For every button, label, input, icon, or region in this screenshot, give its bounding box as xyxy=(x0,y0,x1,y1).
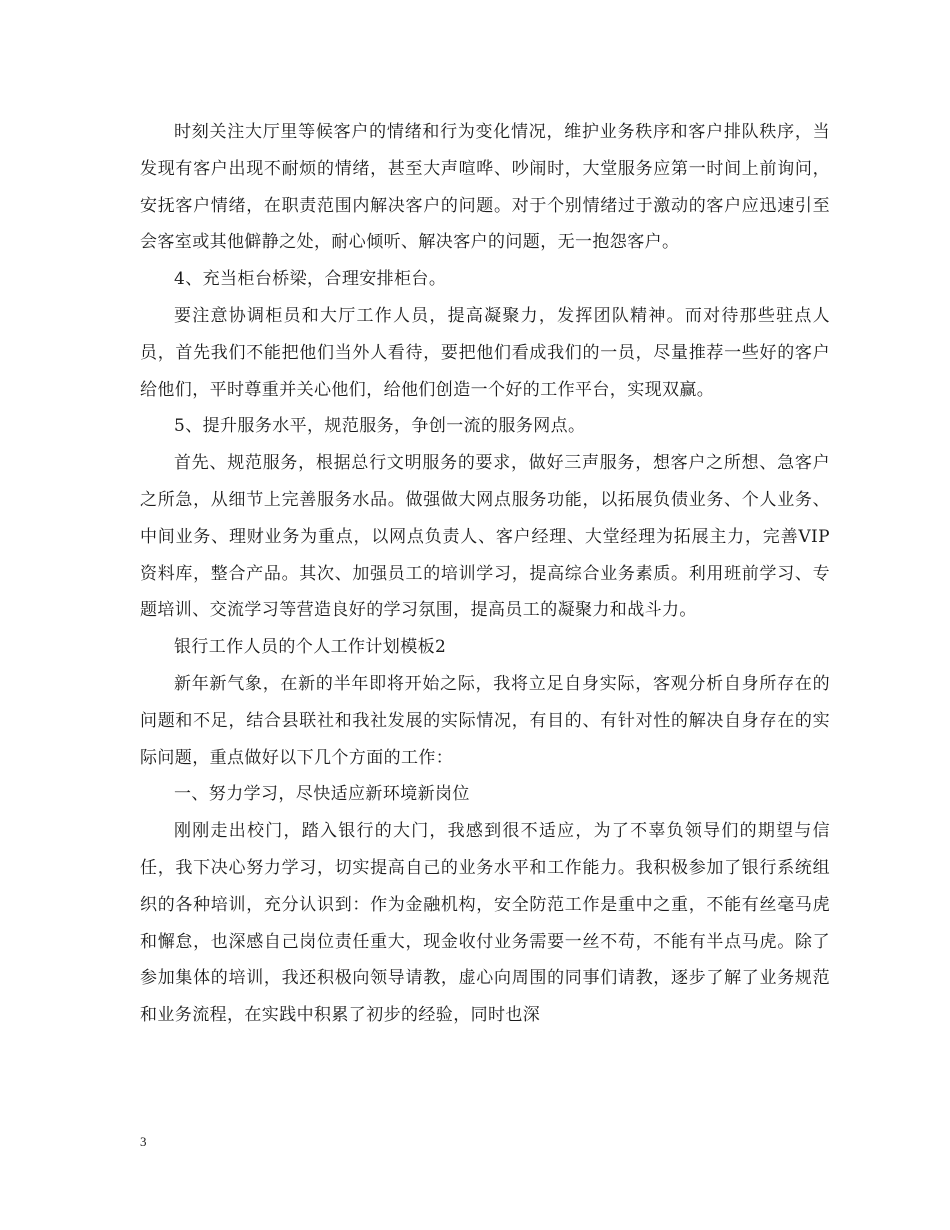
section-heading: 一、努力学习，尽快适应新环境新岗位 xyxy=(174,784,470,805)
document-body xyxy=(140,114,830,1034)
paragraph: 首先、规范服务，根据总行文明服务的要求，做好三声服务，想客户之所想、急客户之所急，从细节上完善服务水品。做强做大网点服务功能，以拓展负债业务、个人业务、中间业务、理财业务为重点，以网点负责人、客户经理、大堂经理为拓展主力，完善VIP资料库，整合产品。其次、加强员工的培训学习，提高综合业务素质。利用班前学习、专题培训、交流学习等营造良好的学习氛围，提高员工的凝聚力和战斗力。 xyxy=(140,453,830,621)
section-heading: 4、充当柜台桥梁，合理安排柜台。 xyxy=(174,269,447,290)
paragraph: 时刻关注大厅里等候客户的情绪和行为变化情况，维护业务秩序和客户排队秩序，当发现有客户出现不耐烦的情绪，甚至大声喧哗、吵闹时，大堂服务应第一时间上前询问，安抚客户情绪，在职责范围内解决客户的问题。对于个别情绪过于激动的客户应迅速引至会客室或其他僻静之处，耐心倾听、解决客户的问题，无一抱怨客户。 xyxy=(140,122,830,253)
page-number: 3 xyxy=(140,1134,147,1149)
paragraph: 要注意协调柜员和大厅工作人员，提高凝聚力，发挥团队精神。而对待那些驻点人员，首先我们不能把他们当外人看待，要把他们看成我们的一员，尽量推荐一些好的客户给他们，平时尊重并关心他们，给他们创造一个好的工作平台，实现双赢。 xyxy=(140,305,830,400)
section-heading: 5、提升服务水平，规范服务，争创一流的服务网点。 xyxy=(174,416,586,437)
paragraph: 新年新气象，在新的半年即将开始之际，我将立足自身实际，客观分析自身所存在的问题和不足，结合县联社和我社发展的实际情况，有目的、有针对性的解决自身存在的实际问题，重点做好以下几个方面的工作： xyxy=(140,673,830,768)
document-title: 银行工作人员的个人工作计划模板2 xyxy=(174,637,447,658)
paragraph: 刚刚走出校门，踏入银行的大门，我感到很不适应，为了不辜负领导们的期望与信任，我下决心努力学习，切实提高自己的业务水平和工作能力。我积极参加了银行系统组织的各种培训，充分认识到：作为金融机构，安全防范工作是重中之重，不能有丝毫马虎和懈怠，也深感自己岗位责任重大，现金收付业务需要一丝不苟，不能有半点马虎。除了参加集体的培训，我还积极向领导请教，虚心向周围的同事们请教，逐步了解了业务规范和业务流程，在实践中积累了初步的经验，同时也深 xyxy=(140,821,830,1026)
